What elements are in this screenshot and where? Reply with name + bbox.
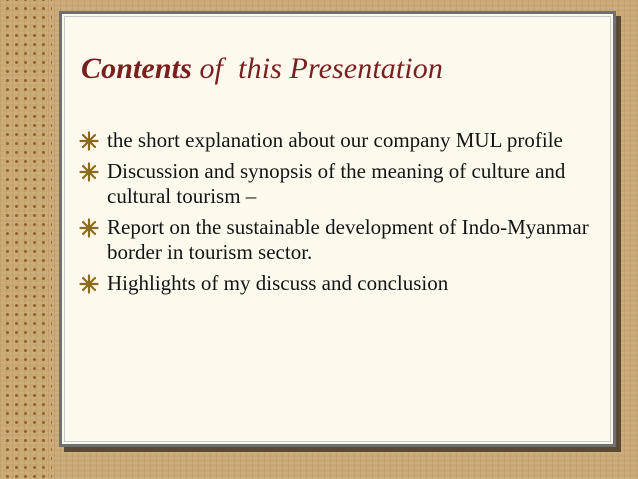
asterisk-star-icon: [79, 131, 99, 151]
asterisk-star-icon: [79, 162, 99, 182]
list-item: [79, 128, 604, 153]
list-item-text: Report on the sustainable development of Indo-Myanmar border in tourism sector.: [107, 215, 589, 264]
bullet-list: [79, 128, 604, 302]
list-item: [79, 159, 604, 209]
list-item-text: Discussion and synopsis of the meaning of culture and cultural tourism –: [107, 159, 566, 208]
slide-title-emphasis: Contents: [81, 52, 192, 85]
asterisk-star-icon: [79, 274, 99, 294]
list-item: [79, 215, 604, 265]
list-item-text: the short explanation about our company MUL profile: [107, 128, 563, 152]
slide-panel: [59, 11, 616, 447]
decorative-dot-border: [0, 0, 52, 479]
slide-title: [81, 52, 443, 86]
list-item-text: Highlights of my discuss and conclusion: [107, 271, 449, 295]
slide-title-rest: of this Presentation: [191, 52, 443, 85]
asterisk-star-icon: [79, 218, 99, 238]
list-item: [79, 271, 604, 296]
